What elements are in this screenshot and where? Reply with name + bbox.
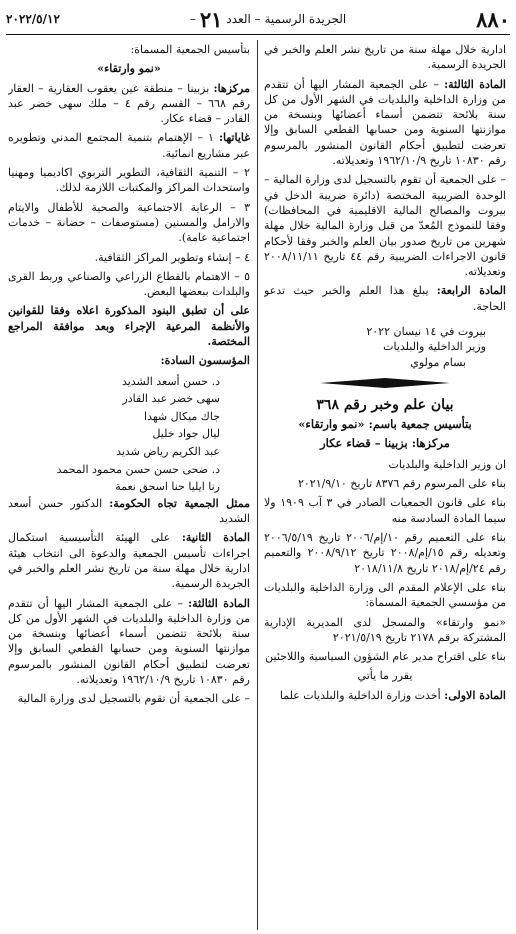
gazette-label: الجريدة الرسمية – العدد [226,12,347,26]
page-header [6,4,510,35]
article-3: المادة الثالثة: – على الجمعية المشار اليها أن تتقدم من وزارة الداخلية والبلديات في الشهر الأول من كل سنة بلائحة تتضمن أسماء أعضائها وبنسخة من موازنتها السنوية ومن حسابها القطعي السابق وإلا تعرضت لتطبيق أحكام القانون المنشور بالمرسوم رقم ١٠٨٣٠ تاريخ ١٩٦٢/١٠/٩ وتعديلاته. [8,596,250,687]
separator-ornament [320,378,450,388]
paragraph: بناء على التعميم رقم ١٠/إم/٢٠٠٦ تاريخ ٢٠٠٦/٥/١٩ وتعديله رقم ١٥/إم/٢٠٠٨ تاريخ ٢٠٠٨/٩/١٢ والتعميم رقم ٢٤/إم/٢٠١٨ تاريخ ٢٠١٨/١١/٨ [264,531,506,575]
field-label: مركزها: [213,81,250,95]
paragraph: بناء على اقتراح مدير عام الشؤون السياسية واللاجئين [265,650,506,664]
issue-number: ٢١ [199,6,223,32]
apply-clause: على أن تطبق البنود المذكورة اعلاه وفقا للقوانين والأنظمة المرعية الإجراء وبعد موافقة المراجع المختصة. [8,304,250,349]
founder: ليال جواد خليل [152,427,220,441]
field-label: غاياتها: [218,131,250,145]
paragraph: بناء على قانون الجمعيات الصادر في ٣ آب ١٩٠٩ ولا سيما المادة السادسة منه [264,496,506,525]
founders-label: المؤسسون السادة: [160,354,250,368]
article-label: المادة الثانية: [181,531,250,545]
gazette-issue: الجريدة الرسمية – العدد ٢١ – [189,6,347,32]
headquarters: مركزها: بزبينا – منطقة عين يعقوب العقارية – العقار رقم ٦٦٨ – القسم رقم ٤ – ملك سهى خضر عبد القادر – قضاء عكار. [8,81,250,126]
paragraph: – على الجمعية أن تقوم بالتسجيل لدى وزارة المالية – الوحدة الضريبية المختصة (دائرة ضريبة الدخل في بيروت والمصالح المالية الاقليمية في المحافظات) وفقا للنموذج المُعدّ من قبل وزارة المالية خلال مهلة شهرين من تاريخ صدور بيان العلم والخبر وفقا لأحكام قانون الاجراءات الضريبية رقم ٤٤ تاريخ ٢٠٠٨/١١/١١ وتعديلاته. [264,173,506,279]
signature-title: وزير الداخلية والبلديات [383,340,486,354]
government-representative: ممثل الجمعية تجاه الحكومة: الدكتور حسن أسعد الشديد [8,496,250,526]
article-label: المادة الثالثة: [444,77,506,91]
founder: د. حسن أسعد الشديد [121,374,220,388]
article-2: المادة الثانية: على الهيئة التأسيسية استكمال اجراءات تأسيس الجمعية والدعوة الى انتخاب هيئة ادارية خلال مهلة سنة من تاريخ نشر العلم والخبر في الجريدة الرسمية. [8,531,250,591]
paragraph: ادارية خلال مهلة سنة من تاريخ نشر العلم والخبر في الجريدة الرسمية. [264,43,506,72]
signature-name: بسام مولوي [410,355,466,369]
notice-location: مركزها: بزبينا – قضاء عكار [320,435,450,450]
goal-item: ٤ – إنشاء وتطوير المراكز الثقافية. [94,250,250,264]
goal-item: ٣ – الرعاية الاجتماعية والصحية للأطفال والايتام والارامل والمسنين (مستوصفات – حضانة – خدمات اجتماعية عامة). [8,200,250,245]
column-divider [257,40,258,930]
signature-date: بيروت في ١٤ نيسان ٢٠٢٢ [366,325,486,339]
goals: غاياتها: ١ – الإهتمام بتنمية المجتمع المدني وتطويره عبر مشاريع انمائية. [8,131,250,160]
paragraph: – على الجمعية أن تقوم بالتسجيل لدى وزارة المالية [17,692,250,706]
left-column [8,42,250,930]
article-3: المادة الثالثة: – على الجمعية المشار اليها أن تتقدم من وزارة الداخلية والبلديات في الشهر الأول من كل سنة بلائحة تتضمن أسماء أعضائها وبنسخة من موازنتها السنوية ومن حسابها القطعي السابق وإلا تعرضت لتطبيق أحكام القانون المنشور بالمرسوم رقم ١٠٨٣٠ تاريخ ١٩٦٢/١٠/٩ وتعديلاته. [264,77,506,168]
goal-item: ٥ – الاهتمام بالقطاع الزراعي والصناعي وربط القرى والبلدات ببعضها البعض. [8,269,250,299]
paragraph: بناء على المرسوم رقم ٨٣٧٦ تاريخ ٢٠٢١/٩/١٠ [297,477,506,491]
founder: سهى خضر عبد القادر [122,392,220,406]
article-label: المادة الاولى: [444,688,506,702]
founder: عبد الكريم رياض شديد [116,445,220,459]
notice-title: بيان علم وخبر رقم ٣٦٨ [316,396,454,413]
section-separator [264,378,506,388]
article-4: المادة الرابعة: يبلغ هذا العلم والخبر حيث تدعو الحاجة. [264,284,506,313]
right-column [264,42,506,930]
founder: جاك ميكال شهدا [144,409,220,423]
founders-list [8,373,250,496]
article-label: المادة الثالثة: [188,596,250,610]
founder: رنا ايليا حنا اسحق نعمة [115,480,220,494]
article-1: المادة الاولى: أخذت وزارة الداخلية والبلديات علما [279,688,506,702]
decides-heading: يقرر ما يأتي [357,669,413,683]
paragraph: بناء على الإعلام المقدم الى وزارة الداخلية والبلديات من مؤسسي الجمعية المسماة: [264,580,506,610]
paragraph: بتأسيس الجمعية المسماة: [130,43,250,56]
page-number: ٨٨٠ [476,6,510,32]
issue-date: ٢٠٢٢/٥/١٢ [6,12,60,26]
notice-subtitle: بتأسيس جمعية باسم: «نمو وارتقاء» [298,417,472,432]
founder: د. ضحى حسن حسن محمود المحمد [56,462,220,476]
article-label: المادة الرابعة: [436,284,506,298]
paragraph: ان وزير الداخلية والبلديات [388,457,506,471]
association-name: «نمو وارتقاء» [97,62,161,76]
field-label: ممثل الجمعية تجاه الحكومة: [109,496,250,510]
paragraph: «نمو وارتقاء» والمسجل لدى المديرية الإدارية المشتركة برقم ٢١٧٨ تاريخ ٢٠٢١/٥/١٩ [264,615,506,644]
goal-item: ٢ – التنمية الثقافية، التطوير التربوي اكاديميا ومهنيا واستحداث المراكز والمكتبات اللازمة لذلك. [8,166,250,195]
